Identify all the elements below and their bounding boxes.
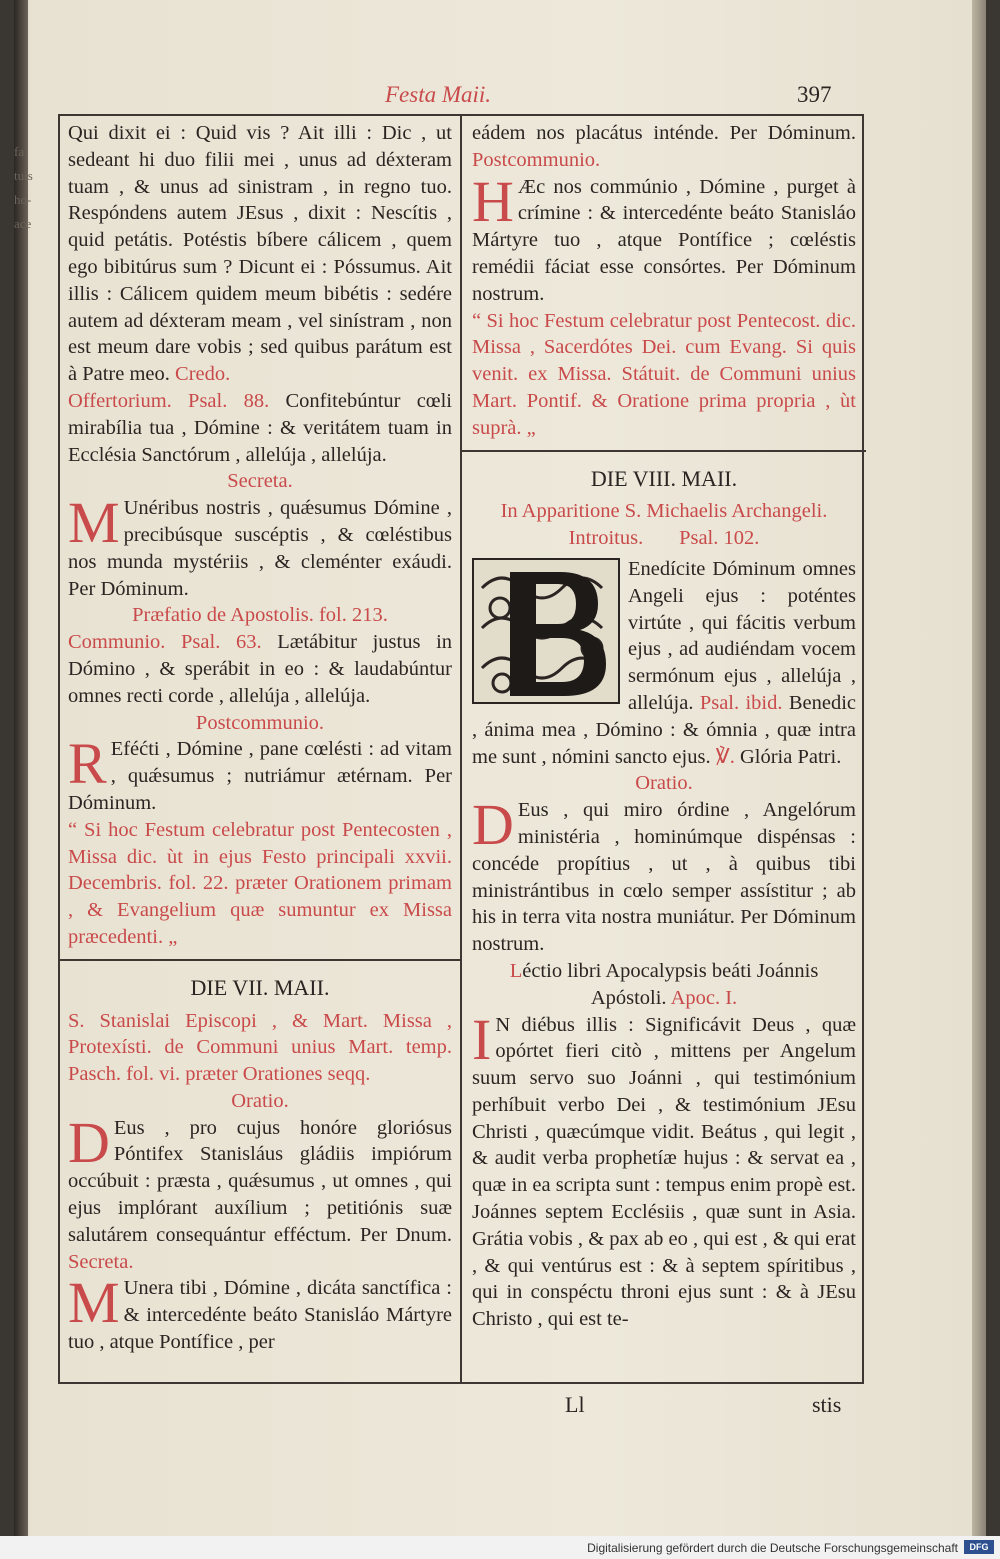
ornamental-initial-b bbox=[472, 558, 620, 704]
communio-label: Communio. Psal. 63. bbox=[68, 631, 262, 654]
postcommunio-prayer: H Æc nos commúnio , Dómine , purget à crímine : & intercedénte beáto Stanisláo Mártyre tuo , atque Pontífice ; cœléstis remédii fáciat esse consórtes. Per Dóminum nostrum. bbox=[472, 168, 856, 305]
drop-capital: D bbox=[472, 792, 514, 858]
right-frame-rule bbox=[862, 114, 864, 1384]
digitization-note: Digitalisierung gefördert durch die Deutsche Forschungsgemeinschaft bbox=[587, 1541, 958, 1555]
feast-title: In Apparitione S. Michaelis Archangeli. bbox=[500, 500, 828, 523]
right-column bbox=[472, 120, 856, 1333]
psalm-ibid: Psal. ibid. bbox=[699, 691, 783, 714]
introitus-label: Introitus. bbox=[568, 527, 644, 550]
previous-page-fragments bbox=[14, 140, 33, 236]
secreta-prayer: M Unéribus nostris , quǽsumus Dómine , precibúsque suscéptis , & cœléstibus nos munda mystériis , & cleménter exáudi. Per Dóminum. bbox=[68, 490, 452, 600]
left-frame-rule bbox=[58, 114, 60, 1384]
secreta-prayer-2: M Unera tibi , Dómine , dicáta sanctífica : & intercedénte beáto Stanisláo Mártyre tuo , atque Pontífice , per bbox=[68, 1270, 452, 1354]
credo-rubric: Credo. bbox=[175, 363, 231, 386]
page-edge bbox=[972, 0, 986, 1536]
postcommunio-heading: Postcommunio. bbox=[195, 711, 325, 734]
lectio-text: I N diébus illis : Significávit Deus , quæ opórtet fieri citò , mittens per Angelum suum servo suo Joánni , qui testimónium perhíbuit verbo Dei , & testimónium JEsu Christi , quæcúmque vidit. Beátus , qui legit , & audit verba prophetíæ hujus : & servat ea , quæ in ea scripta sunt : tempus enim propè est. Joánnes septem Ecclésiis , quæ sunt in Asia. Grátia vobis , & pax ab eo , qui est , & qui erat , & qui ventúrus est : & à septem spíritibus , qui in conspéctu throni ejus sunt : & à JEsu Christo , qui est te- bbox=[472, 1006, 856, 1331]
running-header bbox=[0, 82, 1000, 112]
oratio-heading: Oratio. bbox=[635, 772, 693, 795]
drop-capital: R bbox=[68, 731, 107, 797]
offertorium: Offertorium. Psal. 88. Confitebúntur cœli mirabília tua , Dómine : & veritátem tuam in Ecclésia Sanctórum , allelúja , allelúja. bbox=[68, 389, 452, 466]
lectio-initial: L bbox=[509, 959, 523, 982]
apoc-ref: Apoc. I. bbox=[670, 986, 738, 1009]
oratio-heading: Oratio. bbox=[231, 1089, 289, 1112]
prev-fragment: fa bbox=[14, 144, 25, 159]
prev-fragment: tuis bbox=[14, 168, 33, 183]
column-divider bbox=[460, 114, 462, 1384]
section-divider bbox=[58, 959, 462, 961]
gospel-text: Qui dixit ei : Quid vis ? Ait illi : Dic , ut sedeant hi duo filii mei , unus ad déxteram tuam , & unus ad sinistram , in regno tuo. Respóndens autem JEsus , dixit : Nescítis , quid petátis. Potéstis bíbere cálicem , quem ego bibitúrus sum ? Dicunt ei : Póssumus. Ait illis : Cálicem quidem meum bibétis : sedére autem ad déxteram meam , vel sinístram , non est meum dare vobis ; sed quibus parátum est à Patre meo. Credo. bbox=[68, 122, 452, 386]
versicle-sign: ℣. bbox=[715, 745, 735, 768]
drop-capital: I bbox=[472, 1006, 492, 1072]
running-title: Festa Maii. bbox=[385, 82, 492, 107]
introitus-heading bbox=[472, 525, 856, 552]
offertorium-label: Offertorium. Psal. 88. bbox=[68, 389, 270, 412]
secreta-heading: Secreta. bbox=[227, 470, 293, 493]
oratio-prayer: D Eus , qui miro órdine , Angelórum ministéria , hominúmque dispénsas : concéde propítius , ut , à quibus tibi ministrántibus in cœlo semper assístitur ; ab his in terra vita nostra muniátur. Per Dóminum nostrum. bbox=[472, 792, 856, 956]
introit-block bbox=[472, 556, 856, 770]
lectio-heading: Léctio libri Apocalypsis beáti Joánnis Apóstoli. Apoc. I. bbox=[509, 959, 819, 1009]
drop-capital: H bbox=[472, 168, 514, 234]
rubric-note: “ Si hoc Festum celebratur post Pentecosten , Missa dic. ùt in ejus Festo principali xxvii. Decembris. fol. 22. præter Orationem primam , & Evangelium quæ sumuntur ex Missa præcedenti. „ bbox=[68, 818, 452, 948]
page-number: 397 bbox=[797, 82, 832, 107]
psalm-ref: Psal. 102. bbox=[679, 527, 760, 550]
secreta-label: Secreta. bbox=[68, 1250, 134, 1273]
drop-capital: M bbox=[68, 1270, 120, 1336]
day-heading: DIE VII. MAII. bbox=[190, 974, 330, 1000]
continued-prayer: eádem nos placátus inténde. Per Dóminum. Postcommunio. bbox=[472, 122, 856, 171]
dfg-logo: DFG bbox=[964, 1540, 994, 1554]
catchword: stis bbox=[812, 1392, 842, 1417]
praefatio-rubric: Præfatio de Apostolis. fol. 213. bbox=[132, 604, 388, 627]
introit-text: Enedícite Dóminum omnes Angeli ejus : poténtes virtúte , qui fácitis verbum ejus , ad audiéndam vocem sermónum ejus , allelúja , allelúja. Psal. ibid. Benedic , ánima mea , Dómino : & ómnia , quæ intra me sunt , nómini sancto ejus. ℣. Glória Patri. bbox=[472, 557, 856, 768]
postcommunio-prayer: R Eféćti , Dómine , pane cœlésti : ad vitam , quǽsumus ; nutriámur ætérnam. Per Dóminum. bbox=[68, 731, 452, 814]
signature-mark: Ll bbox=[565, 1392, 585, 1417]
left-column bbox=[68, 120, 452, 1356]
prev-fragment: ho- bbox=[14, 192, 32, 207]
communio: Communio. Psal. 63. Lætábitur justus in Dómino , & sperábit in eo : & laudabúntur omnes recti corde , allelúja , allelúja. bbox=[68, 631, 453, 707]
day-heading: DIE VIII. MAII. bbox=[590, 465, 738, 491]
prev-fragment: ace bbox=[14, 216, 32, 231]
section-divider bbox=[462, 450, 866, 452]
oratio-prayer: D Eus , pro cujus honóre gloriósus Póntifex Stanisláus gládiis impiórum occúbuit : præsta , quǽsumus , ut omnes , qui ejus implórant auxílium ; petitiónis suæ salutárem consequántur efféctum. Per Dnum. Secreta. bbox=[68, 1109, 452, 1273]
drop-capital: M bbox=[68, 490, 120, 556]
postcommunio-label: Postcommunio. bbox=[472, 148, 601, 171]
rubric-note: “ Si hoc Festum celebratur post Pentecost. dic. Missa , Sacerdótes Dei. cum Evang. Si quis venit. ex Missa. Státuit. de Communi unius Mart. Pontif. & Oratione prima propria , ùt suprà. „ bbox=[472, 309, 856, 439]
digitization-banner bbox=[0, 1536, 1000, 1559]
day-rubric: S. Stanislai Episcopi , & Mart. Missa , Protexísti. de Communi unius Mart. temp. Pasch. fol. vi. præter Orationes seqq. bbox=[68, 1009, 452, 1086]
drop-capital: D bbox=[68, 1109, 110, 1175]
